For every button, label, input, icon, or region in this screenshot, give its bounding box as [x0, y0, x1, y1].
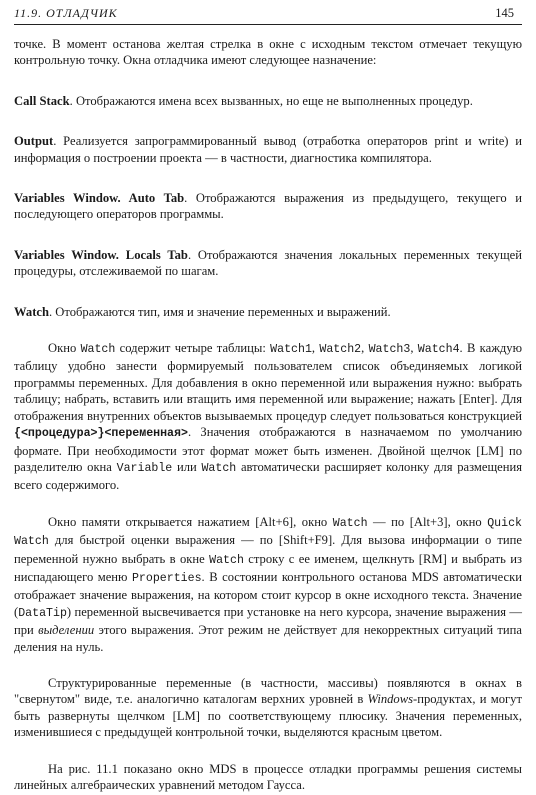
figure-reference-paragraph: На рис. 11.1 показано окно MDS в процессе отладки программы решения системы линейных алгебраических уравнений методом Гаусса.	[14, 761, 522, 792]
text-run: ,	[410, 341, 418, 356]
definition-watch	[14, 304, 522, 320]
code-term: Properties	[131, 571, 202, 585]
text-run: Окно памяти открывается нажатием [Alt+6], окно	[48, 514, 333, 529]
text-run: ,	[311, 341, 320, 356]
watch-paragraph	[14, 340, 522, 494]
code-term: Watch3	[368, 343, 411, 357]
text-run: для быстрой оценки выражения — по [Shift+F9]. Для вызова информации о типе переменной нужно выбрать в окне	[14, 533, 522, 566]
text-run: Окно	[48, 341, 81, 356]
definition-call-stack	[14, 93, 522, 109]
text-run: автоматически расширяет колонку для размещения всего содержимого.	[14, 459, 523, 493]
code-term: Variable	[116, 461, 173, 475]
code-term: DataTip	[18, 606, 67, 620]
definition-output	[14, 133, 522, 166]
memory-paragraph	[14, 514, 522, 655]
definition-text: . Реализуется запрограммированный вывод (отработка операторов print и write) и информация о построении проекта — в частности, диагностика компилятора.	[14, 134, 522, 165]
page-body	[14, 36, 522, 793]
code-term: Watch1	[270, 343, 312, 357]
definition-term: Watch	[14, 304, 49, 319]
text-run: ,	[361, 341, 369, 356]
running-head: 11.9. ОТЛАДЧИК	[14, 6, 118, 20]
definition-auto-tab	[14, 190, 522, 223]
code-term: Watch4	[417, 343, 460, 357]
code-term: Quick Watch	[14, 516, 523, 549]
text-run: строку с ее именем, щелкнуть [RM] и выбрать из ниспадающего меню	[14, 551, 522, 584]
text-run: ) переменной высвечивается при установке на него курсора, значение выражения — при	[14, 604, 522, 638]
text-run: этого выражения. Этот режим не действует для некорректных ситуаций типа деления на нуль.	[14, 623, 522, 654]
code-term: Watch	[209, 553, 244, 567]
text-run: содержит четыре таблицы:	[115, 341, 271, 356]
text-run: . В каждую таблицу удобно занести формируемый пользователем список объединяемых логикой программы переменных. Для добавления в окно переменной или выражения нужно: выбрать таблицу; набрать, вставить или втащить имя переменной или выражение; нажать [Enter]. Для отображения внутренних объектов вызываемых процедур следует пользоваться конструкцией	[14, 341, 523, 423]
text-run: или	[172, 459, 202, 474]
definition-text: . Отображаются имена всех вызванных, но еще не выполненных процедур.	[69, 93, 473, 108]
page-header	[14, 6, 522, 22]
code-term: Watch	[201, 461, 237, 475]
text-run: — по [Alt+3], окно	[367, 514, 488, 529]
code-term: Watch	[332, 516, 368, 530]
definition-locals-tab	[14, 247, 522, 280]
definition-text: . Отображаются значения локальных переменных текущей процедуры, отслеживаемой по шагам.	[14, 247, 522, 279]
italic-term: выделении	[38, 623, 95, 638]
definition-term: Variables Window. Auto Tab	[14, 191, 185, 206]
text-run: . Значения отображаются в назначаемом по умолчанию формате. При необходимости этот формат может быть изменен. Двойной щелчок [LM] по разделителю окна	[14, 425, 522, 474]
definition-term: Variables Window. Locals Tab	[14, 247, 188, 262]
intro-paragraph: точке. В момент останова желтая стрелка в окне с исходным текстом отмечает текущую контрольную точку. Окна отладчика имеют следующее назначение:	[14, 37, 522, 68]
code-term: Watch	[80, 343, 116, 357]
page-number: 145	[495, 6, 514, 20]
definition-text: . Отображаются выражения из предыдущего, текущего и последующего операторов программы.	[14, 191, 522, 222]
definition-term: Output	[14, 134, 54, 149]
header-rule	[14, 24, 522, 25]
definition-term: Call Stack	[14, 93, 70, 108]
text-run: Структурированные переменные (в частности, массивы) появляются в окнах в "свернутом" виде, т.е. аналогично каталогам верхних уровней в	[14, 675, 522, 707]
code-term: Watch2	[319, 343, 362, 357]
definition-text: . Отображаются тип, имя и значение переменных и выражений.	[48, 304, 391, 319]
structured-paragraph	[14, 675, 522, 741]
text-run: . В состоянии контрольного останова MDS автоматически отображает значение выражения, на котором стоит курсор в окне исходного текста. Значение (	[14, 569, 522, 619]
code-term: {<процедура>}<переменная>	[14, 427, 188, 441]
italic-term: Windows	[367, 692, 414, 707]
text-run: -продуктах, и могут быть развернуты щелчком [LM] по соответствующему плюсику. Значения переменных, изменившиеся с предыдущей контрольной точки, выделяются красным цветом.	[14, 692, 522, 740]
